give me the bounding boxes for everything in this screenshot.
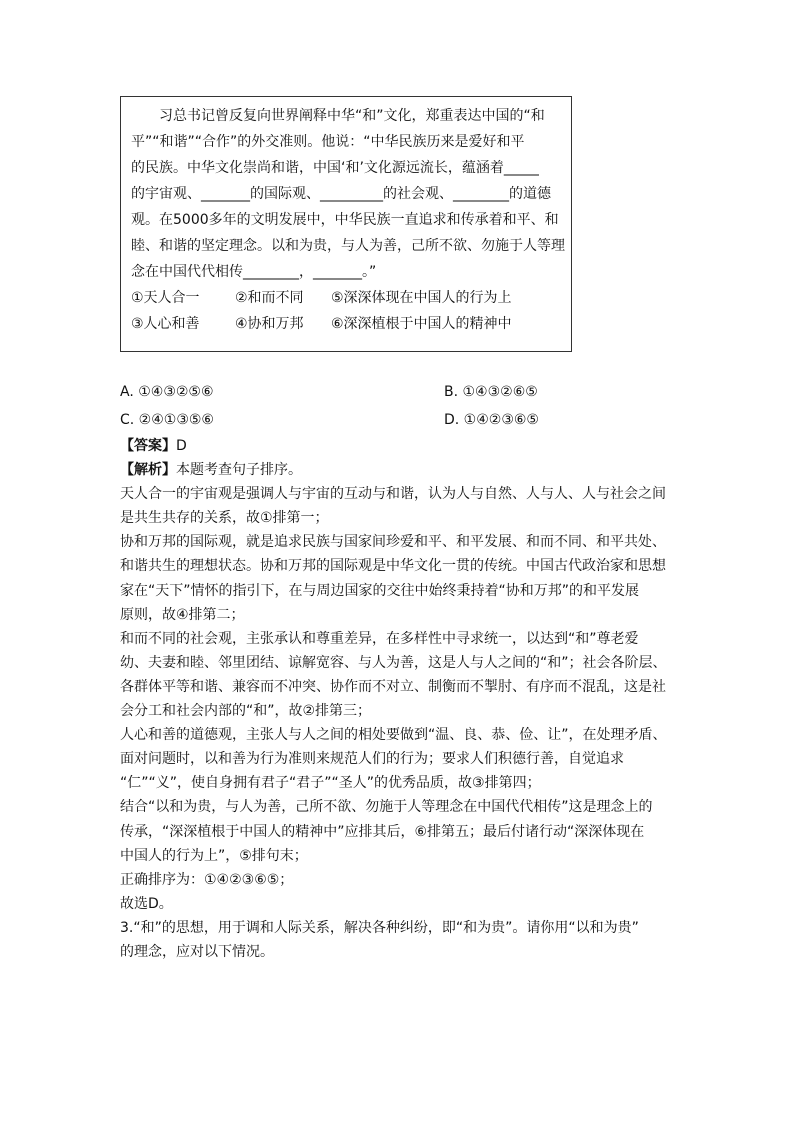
- analysis-line: 人心和善的道德观，主张人与人之间的相处要做到“温、良、恭、俭、让”，在处理矛盾、: [120, 727, 667, 744]
- analysis-line: 中国人的行为上”，⑤排句末；: [120, 847, 308, 864]
- choice-d: D. ①④②③⑥⑤: [444, 412, 539, 428]
- passage-line: 平”“和谐”“合作”的外交准则。他说：“中华民族历来是爱好和平: [131, 134, 525, 150]
- analysis-line: 会分工和社会内部的“和”，故②排第三；: [120, 703, 372, 720]
- choice-a: A. ①④③②⑤⑥: [120, 384, 214, 400]
- passage-box: [120, 96, 572, 352]
- answer-label: 【答案】: [120, 438, 176, 454]
- analysis-line: 正确排序为：①④②③⑥⑤；: [120, 871, 294, 888]
- passage-line: 习总书记曾反复向世界阐释中华“和”文化，郑重表达中国的“和: [159, 108, 545, 124]
- analysis-intro: 本题考查句子排序。: [176, 462, 302, 479]
- analysis-line: 天人合一的宇宙观是强调人与宇宙的互动与和谐，认为人与自然、人与人、人与社会之间: [120, 486, 666, 503]
- option-item: ⑥深深植根于中国人的精神中: [331, 316, 512, 332]
- analysis-label: 【解析】: [120, 462, 176, 479]
- choice-row: [120, 406, 680, 434]
- passage-line: 念在中国代代相传________，_______。”: [131, 264, 377, 280]
- choice-c: C. ②④①③⑤⑥: [120, 412, 214, 428]
- analysis-line: 是共生共存的关系，故①排第一；: [120, 510, 329, 527]
- choice-row: [120, 378, 680, 406]
- analysis-heading: [120, 458, 680, 482]
- options-row: [131, 285, 561, 311]
- options-row: [131, 311, 561, 337]
- option-item: ③人心和善: [131, 316, 200, 332]
- passage-line: 观。在5000多年的文明发展中，中华民族一直追求和传承着和平、和: [131, 212, 559, 228]
- passage-line: 的民族。中华文化崇尚和谐，中国‘和’文化源远流长，蕴涵着_____: [131, 160, 539, 176]
- analysis-line: 和而不同的社会观，主张承认和尊重差异，在多样性中寻求统一，以达到“和”尊老爱: [120, 630, 639, 647]
- analysis-line: 原则，故④排第二；: [120, 606, 245, 623]
- analysis-line: 各群体平等和谐、兼容而不冲突、协作而不对立、制衡而不掣肘、有序而不混乱，这是社: [120, 678, 666, 695]
- question-line: 3.“和”的思想，用于调和人际关系，解决各种纠纷，即“和为贵”。请你用“以和为贵”: [120, 919, 639, 936]
- analysis-line: 结合“以和为贵，与人为善，己所不欲、勿施于人等理念在中国代代相传”这是理念上的: [120, 799, 653, 816]
- passage-line: 睦、和谐的坚定理念。以和为贵，与人为善，己所不欲、勿施于人等理: [131, 238, 565, 254]
- answer-line: [120, 434, 680, 458]
- analysis-line: 家在“天下”情怀的指引下，在与周边国家的交往中始终秉持着“协和万邦”的和平发展: [120, 582, 640, 599]
- analysis-line: 和谐共生的理想状态。协和万邦的国际观是中华文化一贯的传统。中国古代政治家和思想: [120, 558, 666, 575]
- answer-choices: [120, 378, 680, 434]
- solution-section: [120, 434, 680, 964]
- choice-b: B. ①④③②⑥⑤: [444, 384, 538, 400]
- answer-value: D: [176, 438, 187, 454]
- analysis-line: 协和万邦的国际观，就是追求民族与国家间珍爱和平、和平发展、和而不同、和平共处、: [120, 534, 666, 551]
- option-item: ④协和万邦: [235, 316, 304, 332]
- analysis-line: “仁”“义”，使自身拥有君子“君子”“圣人”的优秀品质，故③排第四；: [120, 775, 541, 792]
- analysis-line: 传承，“深深植根于中国人的精神中”应排其后，⑥排第五；最后付诸行动“深深体现在: [120, 823, 645, 840]
- analysis-line: 面对问题时，以和善为行为准则来规范人们的行为；要求人们积德行善，自觉追求: [120, 751, 624, 768]
- passage-line: 的宇宙观、_______的国际观、_________的社会观、________的道德: [131, 186, 551, 202]
- question-line: 的理念，应对以下情况。: [120, 943, 274, 960]
- option-item: ⑤深深体现在中国人的行为上: [331, 290, 512, 306]
- option-item: ②和而不同: [235, 290, 304, 306]
- analysis-line: 故选D。: [120, 895, 173, 912]
- analysis-line: 幼、夫妻和睦、邻里团结、谅解宽容、与人为善，这是人与人之间的“和”；社会各阶层、: [120, 654, 667, 671]
- option-item: ①天人合一: [131, 290, 200, 306]
